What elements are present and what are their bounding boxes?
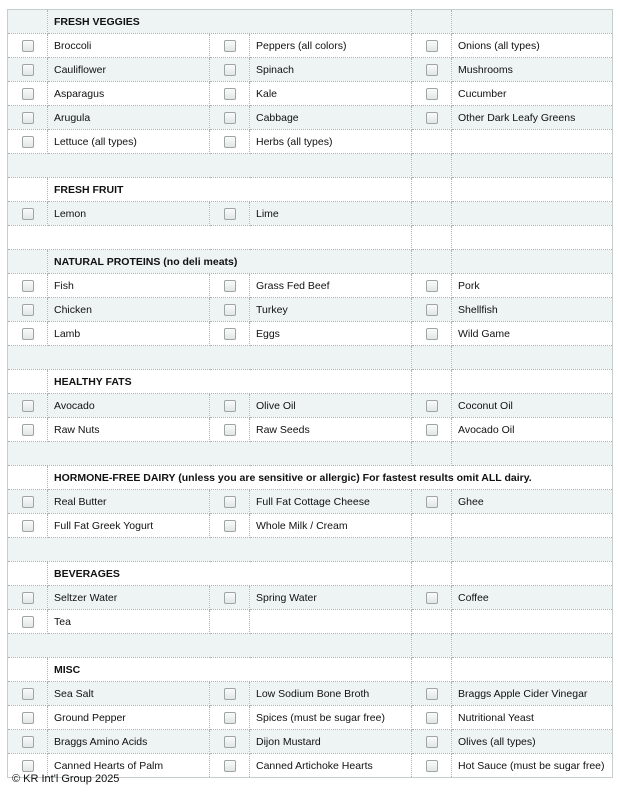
item-label: Ghee (452, 490, 613, 514)
checkbox-cell[interactable] (8, 202, 48, 226)
item-label: Avocado Oil (452, 418, 613, 442)
section-spacer-row (8, 226, 613, 250)
item-label: Full Fat Cottage Cheese (250, 490, 412, 514)
section-header-row (8, 178, 613, 202)
checkbox-cell[interactable] (8, 58, 48, 82)
item-label: Cauliflower (48, 58, 210, 82)
item-label: Pork (452, 274, 613, 298)
item-label: Coconut Oil (452, 394, 613, 418)
item-label: Other Dark Leafy Greens (452, 106, 613, 130)
item-label: Fish (48, 274, 210, 298)
checklist-row (8, 298, 613, 322)
checklist-row (8, 394, 613, 418)
checkbox[interactable] (426, 40, 438, 52)
checkbox[interactable] (22, 400, 34, 412)
checkbox[interactable] (224, 736, 236, 748)
checkbox-cell[interactable] (210, 754, 250, 778)
item-label: Broccoli (48, 34, 210, 58)
checkbox[interactable] (224, 64, 236, 76)
checklist-row (8, 514, 613, 538)
checkbox-cell[interactable] (210, 82, 250, 106)
checkbox-cell[interactable] (8, 418, 48, 442)
item-label: Wild Game (452, 322, 613, 346)
checkbox-cell[interactable] (412, 682, 452, 706)
item-label: Hot Sauce (must be sugar free) (452, 754, 613, 778)
item-label: Spring Water (250, 586, 412, 610)
item-label: Turkey (250, 298, 412, 322)
item-label: Raw Nuts (48, 418, 210, 442)
checkbox[interactable] (426, 736, 438, 748)
item-label: Canned Hearts of Palm (48, 754, 210, 778)
checkbox[interactable] (426, 400, 438, 412)
checkbox[interactable] (224, 304, 236, 316)
checkbox[interactable] (224, 592, 236, 604)
item-label: Whole Milk / Cream (250, 514, 412, 538)
checkbox[interactable] (426, 280, 438, 292)
checkbox-cell[interactable] (412, 418, 452, 442)
item-label: Low Sodium Bone Broth (250, 682, 412, 706)
checkbox[interactable] (224, 280, 236, 292)
checkbox[interactable] (22, 40, 34, 52)
empty-cell (210, 610, 250, 634)
checkbox[interactable] (22, 304, 34, 316)
section-spacer-row (8, 154, 613, 178)
checkbox-cell[interactable] (8, 706, 48, 730)
checkbox[interactable] (426, 496, 438, 508)
item-label: Shellfish (452, 298, 613, 322)
checkbox-cell[interactable] (210, 58, 250, 82)
checkbox-cell[interactable] (412, 706, 452, 730)
empty-cell (452, 610, 613, 634)
checkbox[interactable] (22, 136, 34, 148)
checkbox-cell[interactable] (210, 586, 250, 610)
section-spacer-row (8, 442, 613, 466)
section-title: HEALTHY FATS (48, 370, 412, 394)
section-header-row (8, 466, 613, 490)
checkbox-cell[interactable] (210, 34, 250, 58)
checkbox-cell[interactable] (210, 298, 250, 322)
checklist-row (8, 682, 613, 706)
checkbox-cell[interactable] (412, 34, 452, 58)
checkbox-cell[interactable] (210, 730, 250, 754)
checkbox[interactable] (426, 592, 438, 604)
checkbox-cell[interactable] (412, 322, 452, 346)
item-label: Lemon (48, 202, 210, 226)
empty-cell (412, 610, 452, 634)
item-label: Grass Fed Beef (250, 274, 412, 298)
item-label: Onions (all types) (452, 34, 613, 58)
checkbox-cell[interactable] (210, 514, 250, 538)
item-label: Mushrooms (452, 58, 613, 82)
item-label: Spices (must be sugar free) (250, 706, 412, 730)
checkbox-cell[interactable] (412, 298, 452, 322)
checkbox-cell[interactable] (210, 202, 250, 226)
item-label: Eggs (250, 322, 412, 346)
checkbox[interactable] (22, 496, 34, 508)
checklist-row (8, 730, 613, 754)
checkbox[interactable] (22, 88, 34, 100)
item-label: Olives (all types) (452, 730, 613, 754)
checkbox[interactable] (426, 304, 438, 316)
checkbox[interactable] (426, 424, 438, 436)
item-label: Peppers (all colors) (250, 34, 412, 58)
item-label: Cabbage (250, 106, 412, 130)
checkbox[interactable] (22, 616, 34, 628)
checkbox[interactable] (224, 112, 236, 124)
checkbox-cell[interactable] (412, 58, 452, 82)
checkbox[interactable] (224, 88, 236, 100)
section-spacer-row (8, 538, 613, 562)
checkbox-cell[interactable] (210, 394, 250, 418)
checkbox-cell[interactable] (210, 682, 250, 706)
checklist-row (8, 82, 613, 106)
checklist-row (8, 418, 613, 442)
checkbox-cell[interactable] (8, 610, 48, 634)
checkbox-cell[interactable] (210, 706, 250, 730)
checklist-row (8, 34, 613, 58)
checkbox[interactable] (22, 760, 34, 772)
item-label: Kale (250, 82, 412, 106)
checkbox-cell[interactable] (8, 490, 48, 514)
section-title: FRESH VEGGIES (48, 10, 412, 34)
item-label: Sea Salt (48, 682, 210, 706)
checkbox-cell[interactable] (8, 586, 48, 610)
section-header-row (8, 562, 613, 586)
checkbox[interactable] (224, 40, 236, 52)
checkbox-cell[interactable] (210, 106, 250, 130)
item-label: Dijon Mustard (250, 730, 412, 754)
checklist-row (8, 106, 613, 130)
checkbox-cell[interactable] (8, 394, 48, 418)
checkbox[interactable] (224, 208, 236, 220)
checkbox-cell[interactable] (8, 274, 48, 298)
checkbox[interactable] (224, 424, 236, 436)
checkbox-cell[interactable] (412, 730, 452, 754)
empty-cell (250, 610, 412, 634)
section-title: HORMONE-FREE DAIRY (unless you are sensitive or allergic) For fastest results omit ALL dairy. (48, 466, 613, 490)
checkbox-cell[interactable] (412, 394, 452, 418)
checkbox-cell[interactable] (210, 490, 250, 514)
item-label: Chicken (48, 298, 210, 322)
item-label: Braggs Amino Acids (48, 730, 210, 754)
item-label: Coffee (452, 586, 613, 610)
item-label: Full Fat Greek Yogurt (48, 514, 210, 538)
checklist-row (8, 490, 613, 514)
checkbox[interactable] (426, 64, 438, 76)
checkbox[interactable] (22, 280, 34, 292)
empty-cell (452, 514, 613, 538)
checkbox-cell[interactable] (8, 130, 48, 154)
item-label: Olive Oil (250, 394, 412, 418)
empty-cell (412, 514, 452, 538)
section-spacer-row (8, 634, 613, 658)
checkbox-cell[interactable] (8, 106, 48, 130)
checklist-row (8, 706, 613, 730)
checkbox-cell[interactable] (412, 490, 452, 514)
checkbox[interactable] (224, 688, 236, 700)
checklist-row (8, 322, 613, 346)
checkbox[interactable] (22, 112, 34, 124)
item-label: Seltzer Water (48, 586, 210, 610)
checkbox-cell[interactable] (412, 274, 452, 298)
section-title: MISC (48, 658, 412, 682)
section-title: NATURAL PROTEINS (no deli meats) (48, 250, 412, 274)
checkbox[interactable] (22, 328, 34, 340)
checkbox-cell[interactable] (412, 106, 452, 130)
checkbox[interactable] (224, 760, 236, 772)
checkbox[interactable] (224, 712, 236, 724)
item-label: Tea (48, 610, 210, 634)
checkbox[interactable] (224, 520, 236, 532)
checkbox-cell[interactable] (8, 34, 48, 58)
checkbox[interactable] (22, 64, 34, 76)
item-label: Real Butter (48, 490, 210, 514)
section-title: FRESH FRUIT (48, 178, 412, 202)
section-header-row (8, 250, 613, 274)
item-label: Lamb (48, 322, 210, 346)
checkbox-cell[interactable] (412, 586, 452, 610)
checkbox[interactable] (224, 496, 236, 508)
item-label: Braggs Apple Cider Vinegar (452, 682, 613, 706)
item-label: Lettuce (all types) (48, 130, 210, 154)
checkbox[interactable] (426, 328, 438, 340)
item-label: Lime (250, 202, 412, 226)
item-label: Asparagus (48, 82, 210, 106)
empty-cell (452, 130, 613, 154)
checkbox[interactable] (22, 592, 34, 604)
checkbox-cell[interactable] (210, 418, 250, 442)
checkbox[interactable] (22, 736, 34, 748)
item-label: Canned Artichoke Hearts (250, 754, 412, 778)
checkbox[interactable] (22, 208, 34, 220)
checklist-row (8, 130, 613, 154)
checkbox-cell[interactable] (412, 82, 452, 106)
checkbox[interactable] (22, 520, 34, 532)
checkbox[interactable] (22, 712, 34, 724)
checklist-row (8, 610, 613, 634)
checkbox-cell[interactable] (8, 298, 48, 322)
section-spacer-row (8, 346, 613, 370)
copyright-footer: © KR Int'l Group 2025 (12, 773, 120, 785)
checkbox[interactable] (426, 112, 438, 124)
checkbox-cell[interactable] (8, 82, 48, 106)
checkbox[interactable] (426, 688, 438, 700)
checklist-row (8, 274, 613, 298)
item-label: Arugula (48, 106, 210, 130)
checkbox[interactable] (426, 88, 438, 100)
empty-cell (452, 202, 613, 226)
checkbox-cell[interactable] (8, 730, 48, 754)
checkbox-cell[interactable] (8, 322, 48, 346)
checklist-row (8, 202, 613, 226)
checkbox[interactable] (22, 688, 34, 700)
section-header-row (8, 658, 613, 682)
item-label: Nutritional Yeast (452, 706, 613, 730)
checkbox-cell[interactable] (412, 754, 452, 778)
item-label: Avocado (48, 394, 210, 418)
checkbox[interactable] (224, 400, 236, 412)
item-label: Cucumber (452, 82, 613, 106)
checkbox[interactable] (22, 424, 34, 436)
item-label: Raw Seeds (250, 418, 412, 442)
grocery-checklist-table (7, 9, 613, 778)
checkbox-cell[interactable] (8, 682, 48, 706)
checklist-row (8, 586, 613, 610)
checkbox[interactable] (426, 760, 438, 772)
item-label: Herbs (all types) (250, 130, 412, 154)
section-header-row (8, 370, 613, 394)
checkbox[interactable] (426, 712, 438, 724)
section-header-row (8, 10, 613, 34)
checkbox-cell[interactable] (210, 130, 250, 154)
checkbox[interactable] (224, 136, 236, 148)
item-label: Ground Pepper (48, 706, 210, 730)
empty-cell (412, 202, 452, 226)
empty-cell (412, 130, 452, 154)
checkbox[interactable] (224, 328, 236, 340)
item-label: Spinach (250, 58, 412, 82)
checkbox-cell[interactable] (8, 514, 48, 538)
checkbox-cell[interactable] (210, 322, 250, 346)
section-title: BEVERAGES (48, 562, 412, 586)
checklist-row (8, 58, 613, 82)
checkbox-cell[interactable] (210, 274, 250, 298)
